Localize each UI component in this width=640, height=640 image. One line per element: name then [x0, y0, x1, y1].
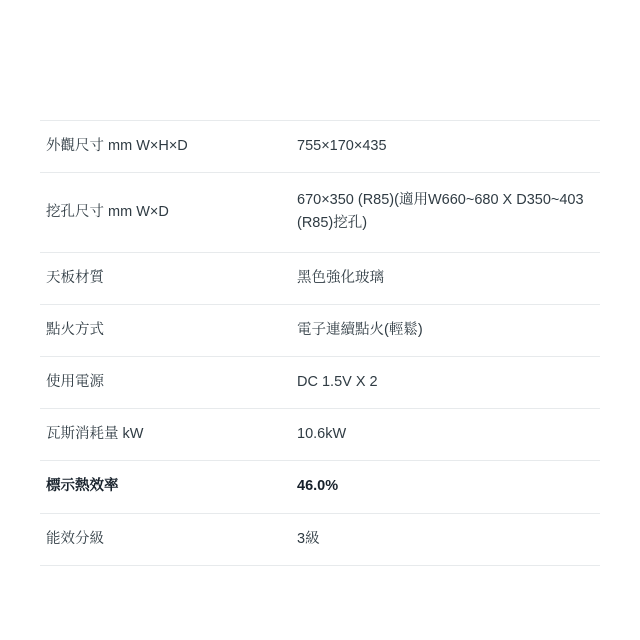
table-row — [40, 304, 600, 356]
spec-label: 挖孔尺寸 mm W×D — [46, 203, 169, 220]
spec-label: 使用電源 — [46, 373, 104, 390]
spec-value: 黑色強化玻璃 — [297, 269, 384, 286]
table-row — [40, 461, 600, 513]
spec-value: 755×170×435 — [297, 138, 387, 154]
table-row — [40, 356, 600, 408]
spec-value: 電子連續點火(輕鬆) — [297, 321, 423, 338]
spec-label: 天板材質 — [46, 269, 104, 286]
spec-label: 點火方式 — [46, 321, 104, 338]
table-row — [40, 409, 600, 461]
spec-label: 瓦斯消耗量 kW — [46, 426, 144, 443]
spec-label: 標示熱效率 — [46, 478, 119, 495]
table-row — [40, 121, 600, 173]
table-row — [40, 252, 600, 304]
spec-value: 46.0% — [297, 478, 339, 495]
spec-value: 10.6kW — [297, 426, 347, 443]
spec-label: 外觀尺寸 mm W×H×D — [46, 138, 188, 154]
spec-label: 能效分級 — [46, 530, 104, 547]
table-row — [40, 513, 600, 565]
spec-value: 3級 — [297, 530, 320, 547]
spec-value: DC 1.5V X 2 — [297, 373, 378, 390]
table-row — [40, 173, 600, 252]
specification-table — [40, 120, 600, 566]
spec-value: 670×350 (R85)(適用W660~680 X D350~403 (R85)挖孔) — [297, 192, 584, 232]
